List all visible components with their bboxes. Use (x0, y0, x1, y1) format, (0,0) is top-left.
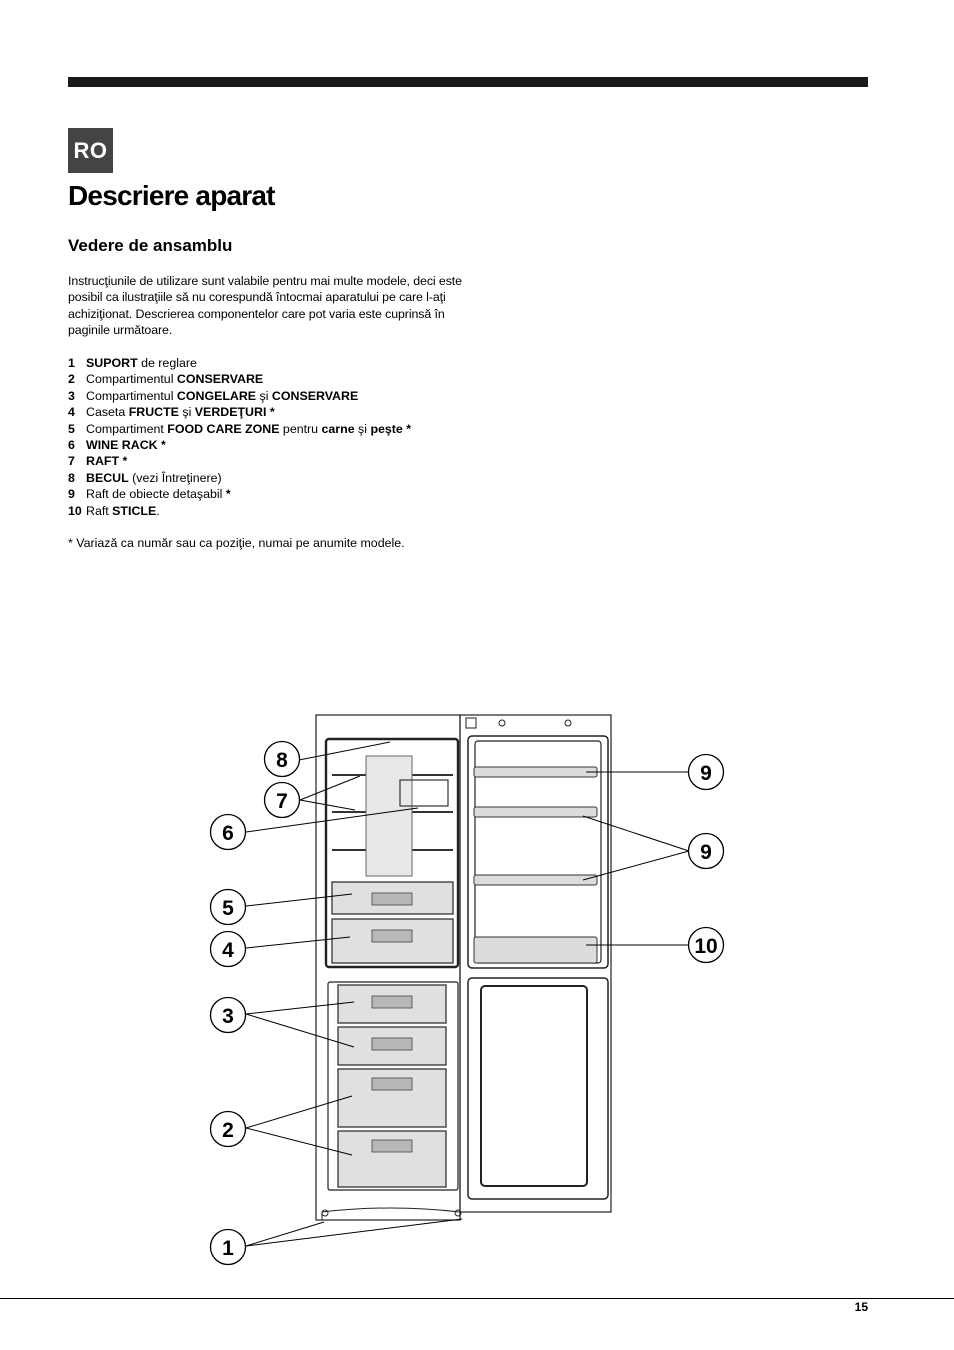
list-item: 1 SUPORT de reglare (68, 356, 197, 370)
svg-text:2: 2 (222, 1119, 234, 1142)
svg-text:1: 1 (222, 1237, 234, 1260)
svg-text:3: 3 (222, 1005, 234, 1028)
list-item: 10 Raft STICLE. (68, 503, 160, 518)
parts-list (68, 355, 411, 519)
list-item: 9 Raft de obiecte detaşabil * (68, 487, 231, 502)
svg-text:4: 4 (222, 939, 234, 962)
svg-text:8: 8 (276, 749, 288, 772)
list-item: 2 Compartimentul CONSERVARE (68, 372, 264, 387)
callout (211, 932, 246, 967)
svg-text:6: 6 (222, 822, 234, 845)
fridge-diagram (200, 700, 740, 1275)
page-number: 15 (854, 1300, 868, 1314)
callout (211, 890, 246, 925)
header-rule (68, 77, 868, 87)
callout (689, 834, 724, 869)
list-item: 8 BECUL (vezi Întreţinere) (68, 470, 222, 485)
section-title: Vedere de ansamblu (68, 236, 233, 255)
page-title: Descriere aparat (68, 180, 275, 211)
footer-rule (0, 1298, 954, 1299)
svg-text:5: 5 (222, 897, 234, 920)
callout (689, 755, 724, 790)
list-item: 4 Caseta FRUCTE şi VERDEŢURI * (68, 405, 275, 420)
intro-paragraph: Instrucţiunile de utilizare sunt valabile pentru mai multe modele, deci este posibil ca ilustraţiile să nu corespundă întocmai aparatului pe care l-aţi achiziţionat. Descrierea componentelor care pot varia este cuprinsă în paginile următoare. (68, 274, 462, 338)
svg-text:9: 9 (700, 762, 712, 785)
callout (265, 783, 300, 818)
svg-text:7: 7 (276, 790, 288, 813)
callout (211, 815, 246, 850)
callout (265, 742, 300, 777)
callout (211, 1112, 246, 1147)
svg-text:9: 9 (700, 841, 712, 864)
footnote: * Variază ca număr sau ca poziţie, numai pe anumite modele. (68, 536, 405, 550)
svg-text:10: 10 (694, 935, 718, 958)
list-item: 7 RAFT * (68, 454, 128, 469)
list-item: 3 Compartimentul CONGELARE şi CONSERVARE (68, 388, 359, 403)
callout (211, 998, 246, 1033)
list-item: 5 Compartiment FOOD CARE ZONE pentru carne şi peşte * (68, 421, 412, 436)
list-item: 6 WINE RACK * (68, 438, 166, 453)
language-badge: RO (68, 128, 113, 173)
callout (211, 1230, 246, 1265)
callout (689, 928, 724, 963)
